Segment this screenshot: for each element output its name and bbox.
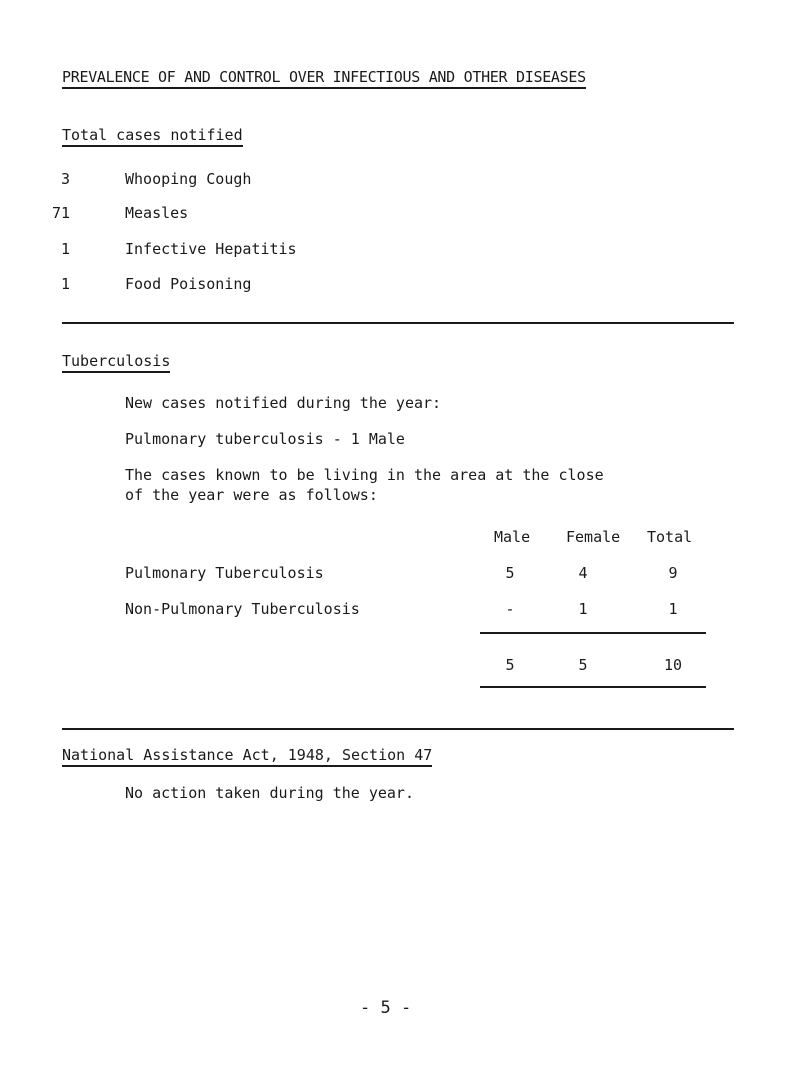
tb-total-total: 10: [663, 656, 683, 674]
tb-total-male: 5: [505, 656, 515, 674]
tb-totals-rule-bottom: [480, 686, 706, 688]
tb-row-nonpulmonary-male: -: [505, 600, 515, 618]
disease-food-poisoning: Food Poisoning: [125, 275, 252, 293]
tb-header-total: Total: [647, 528, 693, 546]
tb-row-pulmonary-female: 4: [578, 564, 588, 582]
count-measles: 71: [51, 204, 70, 222]
page-title: PREVALENCE OF AND CONTROL OVER INFECTIOUS AND OTHER DISEASES: [62, 68, 586, 86]
count-infective-hepatitis: 1: [60, 240, 70, 258]
disease-infective-hepatitis: Infective Hepatitis: [125, 240, 297, 258]
tb-heading: Tuberculosis: [62, 352, 170, 370]
tb-row-nonpulmonary-total: 1: [668, 600, 678, 618]
tb-total-female: 5: [578, 656, 588, 674]
count-food-poisoning: 1: [60, 275, 70, 293]
tb-header-female: Female: [566, 528, 621, 546]
tb-totals-rule-top: [480, 632, 706, 634]
tb-row-pulmonary-label: Pulmonary Tuberculosis: [125, 564, 324, 582]
tb-header-male: Male: [494, 528, 531, 546]
tb-pulmonary-line: Pulmonary tuberculosis - 1 Male: [125, 430, 405, 448]
notified-heading: Total cases notified: [62, 126, 243, 144]
page-number: - 5 -: [360, 998, 412, 1018]
tb-new-cases-line: New cases notified during the year:: [125, 394, 442, 412]
tb-row-pulmonary-male: 5: [505, 564, 515, 582]
tb-row-nonpulmonary-female: 1: [578, 600, 588, 618]
count-whooping-cough: 3: [60, 170, 70, 188]
disease-whooping-cough: Whooping Cough: [125, 170, 252, 188]
tb-known-line-1: The cases known to be living in the area at the close: [125, 466, 604, 484]
section-divider-1: [62, 322, 734, 324]
tb-row-pulmonary-total: 9: [668, 564, 678, 582]
nat-heading: National Assistance Act, 1948, Section 47: [62, 746, 432, 764]
nat-text: No action taken during the year.: [125, 784, 414, 802]
tb-row-nonpulmonary-label: Non-Pulmonary Tuberculosis: [125, 600, 360, 618]
section-divider-2: [62, 728, 734, 730]
tb-known-line-2: of the year were as follows:: [125, 486, 378, 504]
disease-measles: Measles: [125, 204, 189, 222]
